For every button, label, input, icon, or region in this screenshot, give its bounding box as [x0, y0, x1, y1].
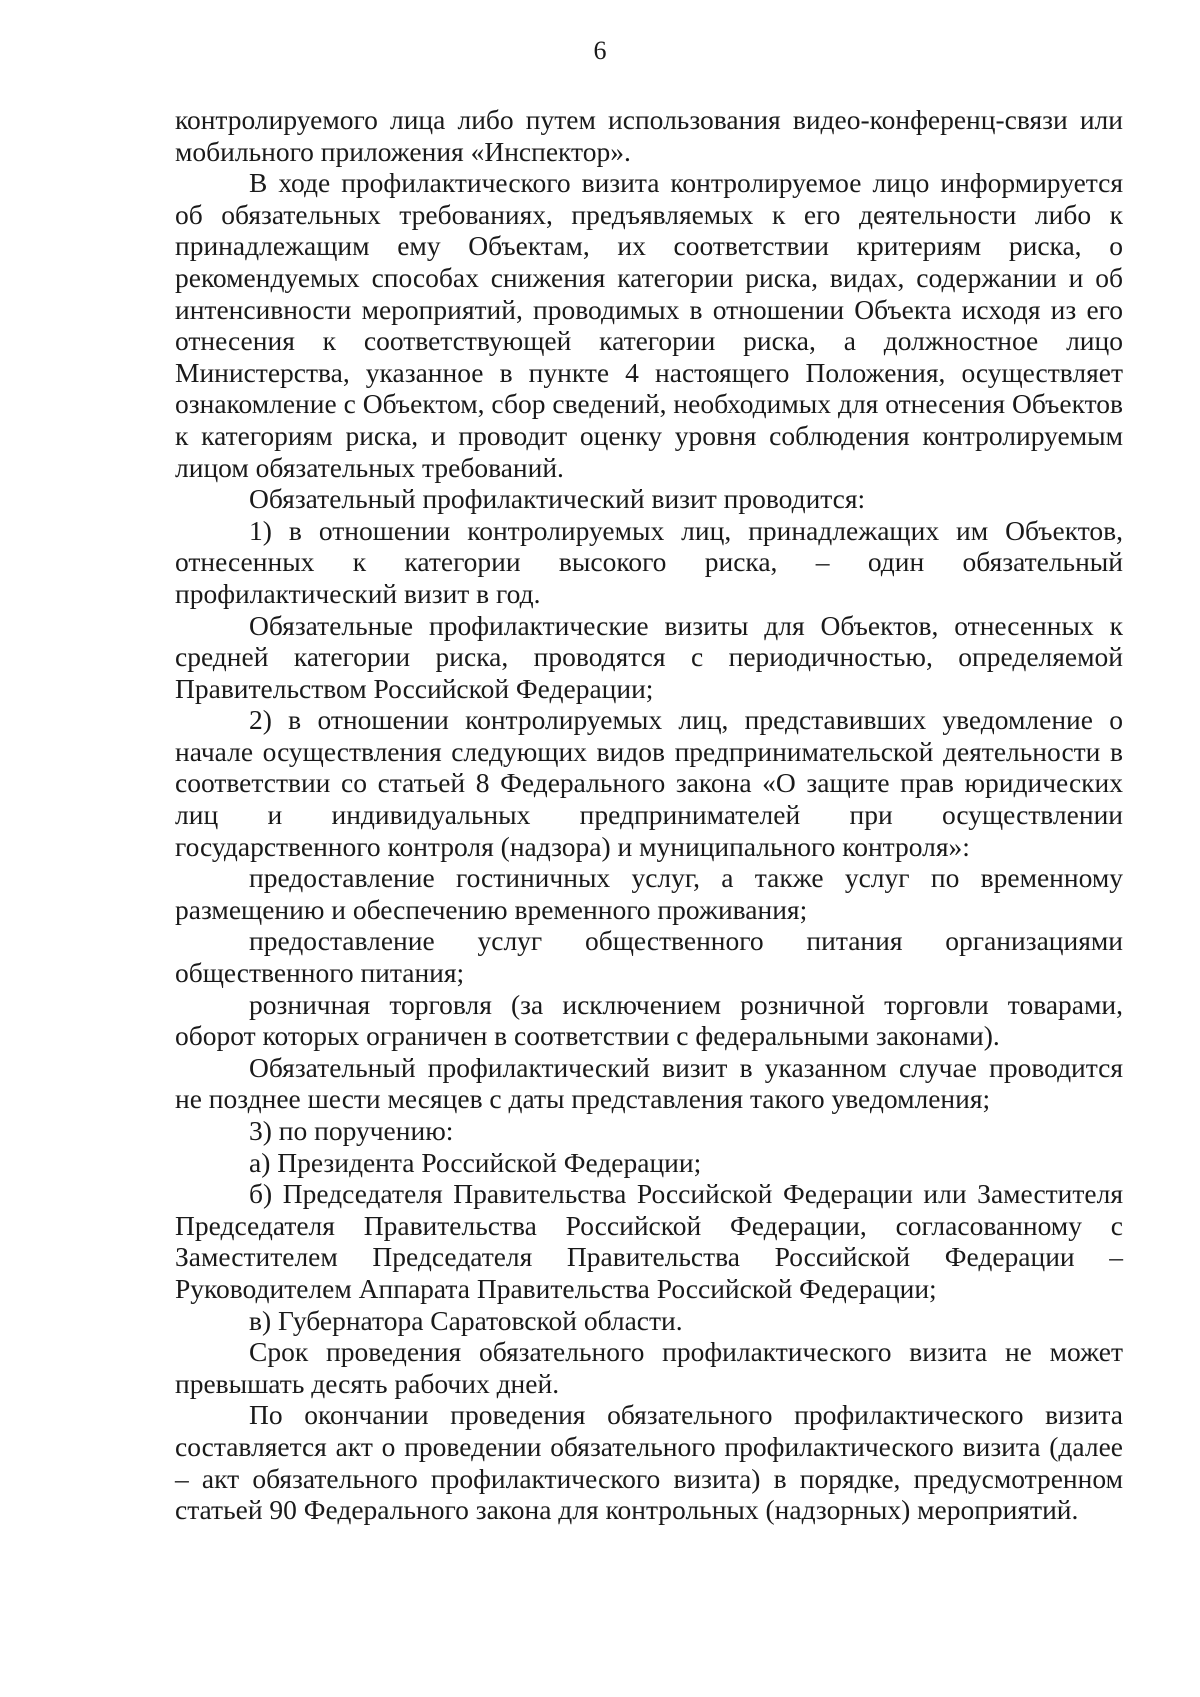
document-body [175, 104, 1123, 1526]
paragraph-visit-info: В ходе профилактического визита контролируемое лицо информируется об обязательных требованиях, предъявляемых к его деятельности либо к принадлежащим ему Объектам, их соответствии критериям риска, о рекомендуемых способах снижения категории риска, видах, содержании и об интенсивности мероприятий, проводимых в отношении Объекта исходя из его отнесения к соответствующей категории риска, а должностное лицо Министерства, указанное в пункте 4 настоящего Положения, осуществляет ознакомление с Объектом, сбор сведений, необходимых для отнесения Объектов к категориям риска, и проводит оценку уровня соблюдения контролируемым лицом обязательных требований. [175, 167, 1123, 483]
paragraph-item-2-notification: 2) в отношении контролируемых лиц, представивших уведомление о начале осуществления следующих видов предпринимательской деятельности в соответствии со статьей 8 Федерального закона «О защите прав юридических лиц и индивидуальных предпринимателей при осуществлении государственного контроля (надзора) и муниципального контроля»: [175, 704, 1123, 862]
paragraph-continuation: контролируемого лица либо путем использования видео-конференц-связи или мобильного приложения «Инспектор». [175, 104, 1123, 167]
paragraph-item-3b-government: б) Председателя Правительства Российской Федерации или Заместителя Председателя Правительства Российской Федерации, согласованному с Заместителем Председателя Правительства Российской Федерации – Руководителем Аппарата Правительства Российской Федерации; [175, 1178, 1123, 1304]
paragraph-item-3-instruction: 3) по поручению: [249, 1115, 454, 1146]
paragraph-hotel-services: предоставление гостиничных услуг, а также услуг по временному размещению и обеспечению временного проживания; [175, 862, 1123, 925]
page-number: 6 [593, 36, 607, 65]
paragraph-medium-risk: Обязательные профилактические визиты для Объектов, отнесенных к средней категории риска, проводятся с периодичностью, определяемой Правительством Российской Федерации; [175, 609, 1123, 704]
paragraph-duration: Срок проведения обязательного профилактического визита не может превышать десять рабочих дней. [175, 1336, 1123, 1399]
paragraph-item-3c-governor: в) Губернатора Саратовской области. [249, 1304, 683, 1336]
paragraph-item-3a-president: а) Президента Российской Федерации; [249, 1146, 702, 1178]
paragraph-item-1-high-risk: 1) в отношении контролируемых лиц, принадлежащих им Объектов, отнесенных к категории высокого риска, – один обязательный профилактический визит в год. [175, 514, 1123, 609]
paragraph-six-months: Обязательный профилактический визит в указанном случае проводится не позднее шести месяцев с даты представления такого уведомления; [175, 1051, 1123, 1115]
paragraph-visit-act: По окончании проведения обязательного профилактического визита составляется акт о проведении обязательного профилактического визита (далее – акт обязательного профилактического визита) в порядке, предусмотренном статьей 90 Федерального закона для контрольных (надзорных) мероприятий. [175, 1399, 1123, 1526]
paragraph-catering-services: предоставление услуг общественного питания организациями общественного питания; [175, 925, 1123, 989]
paragraph-mandatory-visit-heading: Обязательный профилактический визит проводится: [249, 483, 866, 515]
paragraph-retail-trade: розничная торговля (за исключением розничной торговли товарами, оборот которых ограничен в соответствии с федеральными законами). [175, 988, 1123, 1052]
